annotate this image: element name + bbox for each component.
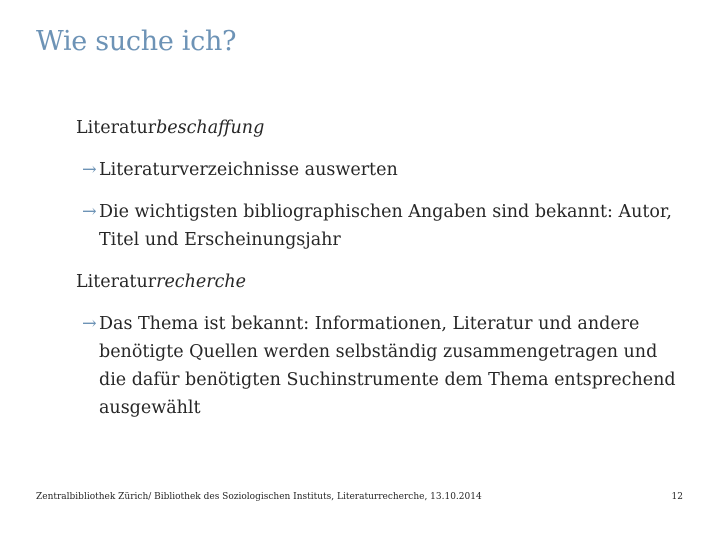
section-heading-recherche: [76, 268, 686, 296]
section-heading-beschaffung: [76, 114, 686, 142]
arrow-icon: →: [82, 202, 97, 222]
bullet-text: Die wichtigsten bibliographischen Angaben sind bekannt: Autor, Titel und Erscheinungsjahr: [99, 202, 672, 250]
page-number: 12: [671, 492, 683, 502]
arrow-icon: →: [82, 160, 97, 180]
heading-prefix: Literatur: [76, 118, 157, 138]
slide-content: [76, 114, 686, 422]
bullet-item: [76, 198, 686, 254]
bullet-text: Das Thema ist bekannt: Informationen, Literatur und andere benötigte Quellen werden selbständig zusammengetragen und die dafür benötigten Suchinstrumente dem Thema entsprechend ausgewählt: [99, 314, 676, 418]
arrow-icon: →: [82, 314, 97, 334]
footer-text: Zentralbibliothek Zürich/ Bibliothek des Soziologischen Instituts, Literaturrecherche, 13.10.2014: [36, 492, 482, 502]
bullet-item: [76, 310, 686, 422]
heading-italic: recherche: [156, 272, 247, 292]
bullet-text: Literaturverzeichnisse auswerten: [99, 160, 398, 180]
heading-prefix: Literatur: [76, 272, 157, 292]
bullet-item: [76, 156, 686, 184]
heading-italic: beschaffung: [156, 118, 265, 138]
slide-title: Wie suche ich?: [36, 26, 237, 57]
